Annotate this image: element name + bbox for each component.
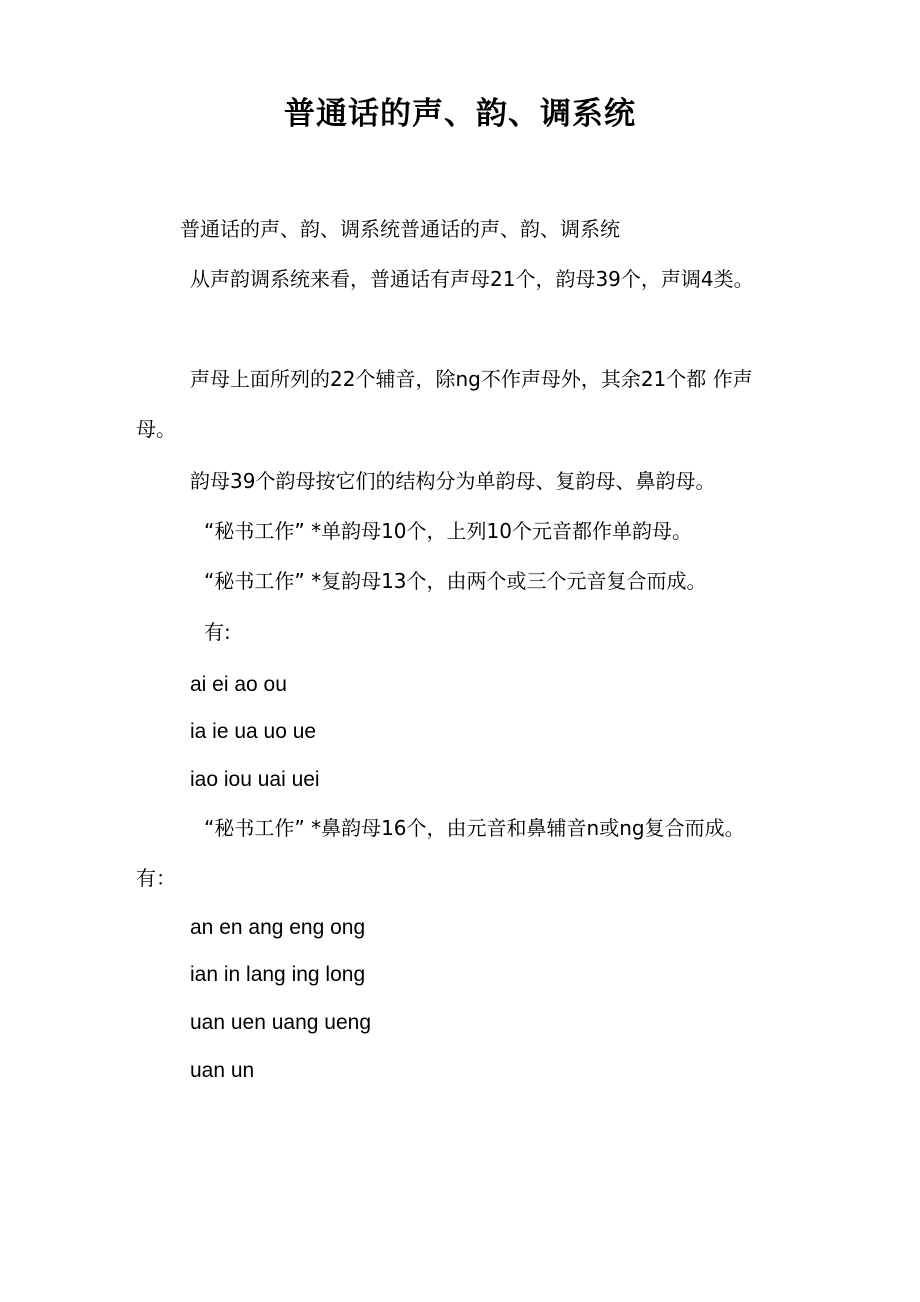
initials-paragraph: 声母上面所列的22个辅音，除ng不作声母外，其余21个都 作声母。 [136,367,753,441]
compound-finals-row: ai ei ao ou [190,673,287,696]
nasal-finals-row: uan uen uang ueng [190,1011,372,1034]
nasal-finals-row: uan un [190,1059,255,1082]
overview-paragraph: 从声韵调系统来看，普通话有声母21个，韵母39个，声调4类。 [190,267,754,291]
document-title: 普通话的声、韵、调系统 [284,96,636,132]
nasal-finals-paragraph: “秘书工作” *鼻韵母16个，由元音和鼻辅音n或ng复合而成。有： [136,816,745,890]
simple-finals-paragraph: “秘书工作” *单韵母10个，上列10个元音都作单韵母。 [204,519,692,543]
compound-finals-paragraph: “秘书工作” *复韵母13个，由两个或三个元音复合而成。 [204,569,707,593]
nasal-finals-row: ian in lang ing long [190,963,366,986]
nasal-finals-row: an en ang eng ong [190,916,366,939]
compound-finals-row: ia ie ua uo ue [190,720,317,743]
compound-finals-lead: 有: [204,620,231,644]
finals-paragraph: 韵母39个韵母按它们的结构分为单韵母、复韵母、鼻韵母。 [190,469,716,493]
intro-paragraph: 普通话的声、韵、调系统普通话的声、韵、调系统 [180,217,620,241]
compound-finals-row: iao iou uai uei [190,768,320,791]
